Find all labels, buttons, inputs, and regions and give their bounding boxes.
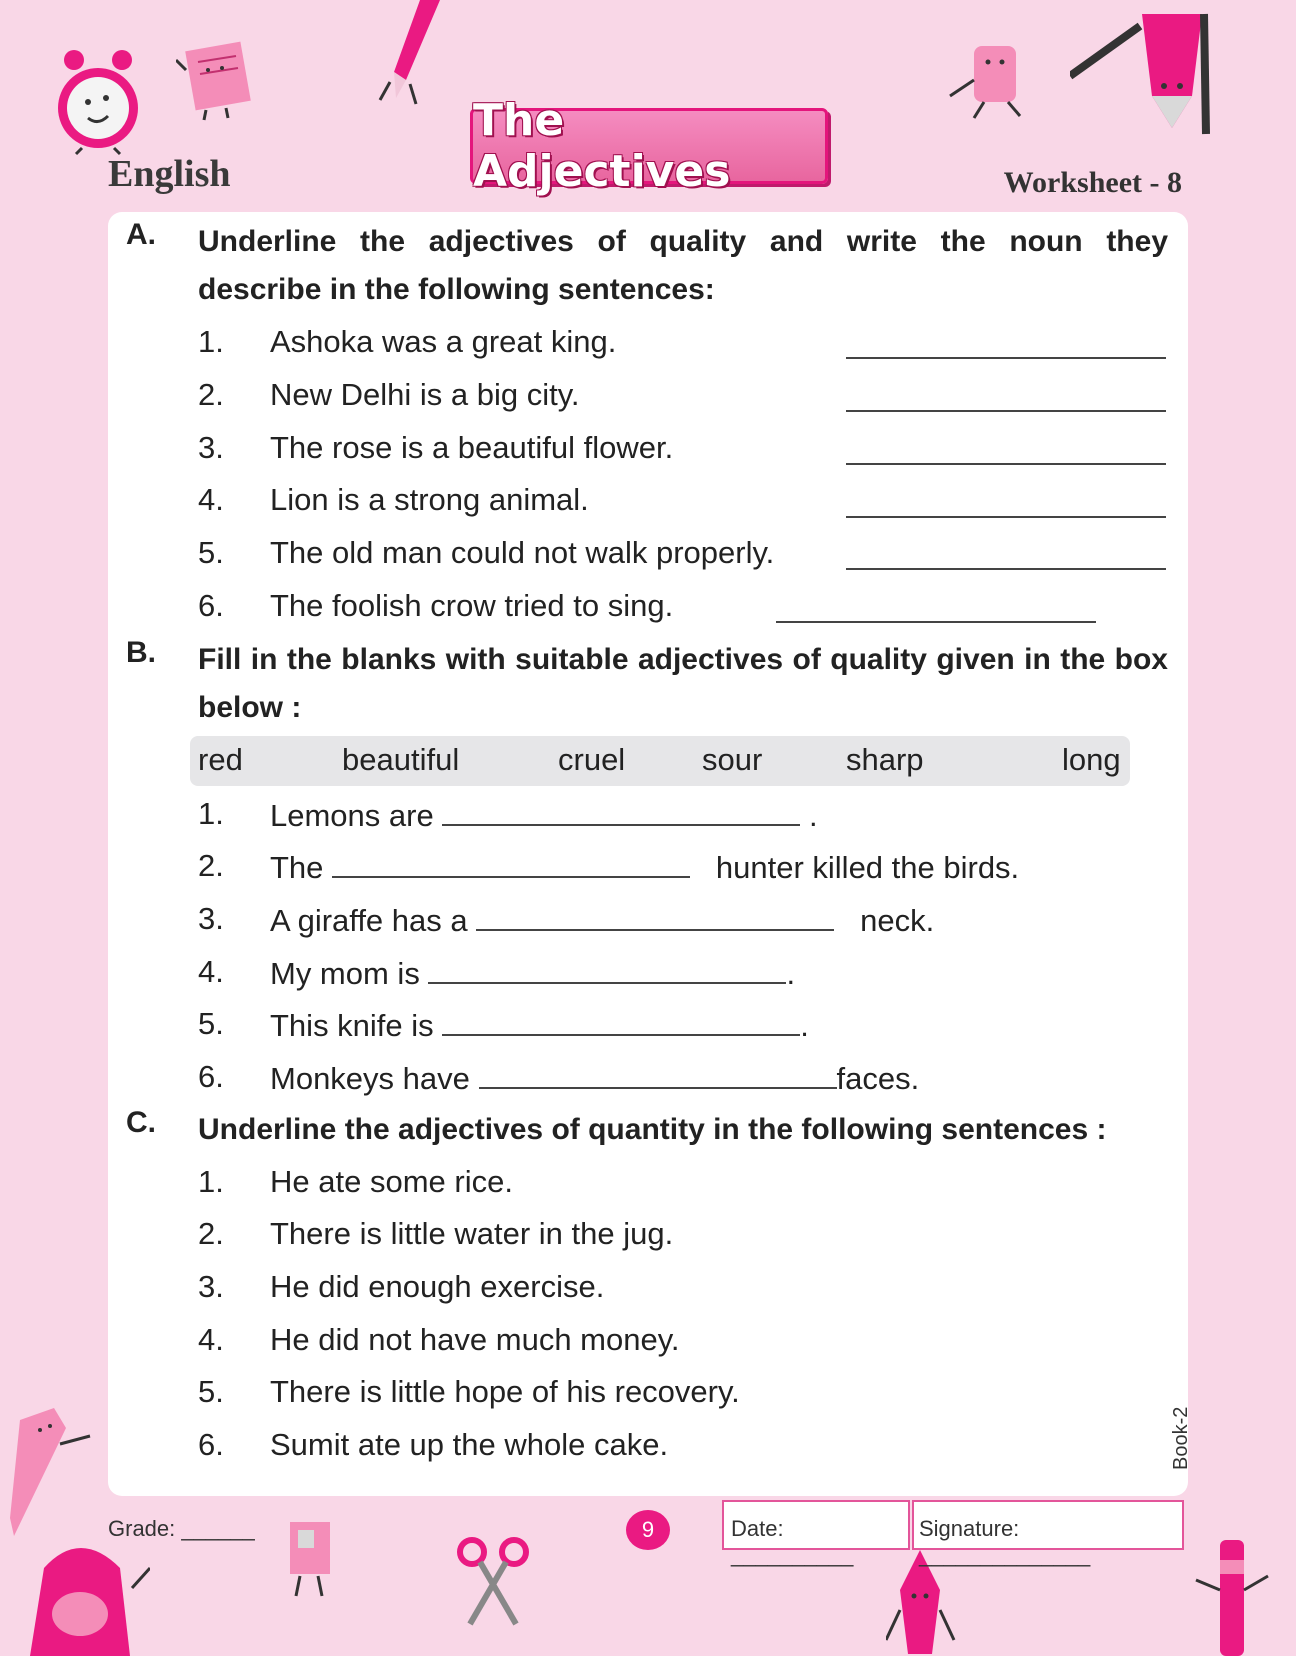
- answer-blank[interactable]: [476, 899, 834, 931]
- subject-label: English: [108, 153, 231, 195]
- answer-blank[interactable]: [846, 568, 1166, 570]
- answer-blank[interactable]: [479, 1057, 837, 1089]
- item-text-end: neck.: [860, 903, 935, 938]
- answer-blank[interactable]: [776, 621, 1096, 623]
- worksheet-label: Worksheet - 8: [1003, 166, 1182, 199]
- pen-character-icon: [1192, 1540, 1272, 1656]
- item-number: 4.: [198, 482, 224, 517]
- item-number: 1.: [198, 324, 224, 359]
- item-text: Lion is a strong animal.: [270, 482, 589, 517]
- answer-blank[interactable]: [846, 516, 1166, 518]
- date-field: Date: __________: [731, 1516, 854, 1567]
- item-text-end: .: [800, 1008, 809, 1043]
- item-number: 5.: [198, 535, 224, 570]
- item-text-end: hunter killed the birds.: [715, 850, 1020, 885]
- answer-blank[interactable]: [442, 794, 800, 826]
- item-text: The old man could not walk properly.: [270, 535, 775, 570]
- item-text: Ashoka was a great king.: [270, 324, 617, 359]
- item-number: 2.: [198, 848, 224, 883]
- date-box[interactable]: [722, 1500, 910, 1567]
- answer-blank[interactable]: [332, 846, 690, 878]
- item-text: My mom is: [270, 956, 420, 991]
- word-option: sour: [702, 742, 763, 777]
- book-label: Book-2: [1170, 1406, 1192, 1470]
- section-a-instruction-2: describe in the following sentences:: [198, 273, 715, 306]
- item-text: There is little hope of his recovery.: [270, 1374, 740, 1409]
- section-letter: A.: [126, 218, 156, 251]
- word-option: long: [1062, 742, 1121, 777]
- section-b-instruction: Fill in the blanks with suitable adjectives of quality given in the box: [198, 643, 1168, 676]
- item-number: 2.: [198, 377, 224, 412]
- item-text: Lemons are: [270, 798, 434, 833]
- item-text: He ate some rice.: [270, 1164, 513, 1199]
- answer-blank[interactable]: [428, 952, 786, 984]
- item-text: New Delhi is a big city.: [270, 377, 580, 412]
- word-box: [190, 736, 1130, 786]
- signature-field: Signature: ______________: [919, 1516, 1091, 1567]
- answer-blank[interactable]: [442, 1004, 800, 1036]
- item-text: Sumit ate up the whole cake.: [270, 1427, 669, 1462]
- item-number: 3.: [198, 901, 224, 936]
- item-text: This knife is: [270, 1008, 434, 1043]
- word-option: sharp: [846, 742, 924, 777]
- item-number: 6.: [198, 1427, 224, 1462]
- sharpener-icon: [282, 1518, 344, 1598]
- section-c-instruction: Underline the adjectives of quantity in the following sentences :: [198, 1113, 1107, 1146]
- title-banner: [470, 95, 828, 197]
- section-b-instruction-2: below :: [198, 691, 302, 724]
- item-text: The foolish crow tried to sing.: [270, 588, 674, 623]
- item-number: 5.: [198, 1006, 224, 1041]
- pencil-character-icon: [1070, 6, 1220, 136]
- item-text: Monkeys have: [270, 1061, 470, 1096]
- page-number: 9: [626, 1510, 670, 1550]
- item-text-end: .: [800, 798, 818, 833]
- item-text: The rose is a beautiful flower.: [270, 430, 674, 465]
- answer-blank[interactable]: [846, 463, 1166, 465]
- section-a-instruction: Underline the adjectives of quality and write the noun they: [198, 225, 1168, 258]
- word-option: beautiful: [342, 742, 460, 777]
- item-number: 3.: [198, 1269, 224, 1304]
- item-number: 2.: [198, 1216, 224, 1251]
- item-number: 5.: [198, 1374, 224, 1409]
- item-text: The: [270, 850, 324, 885]
- item-number: 1.: [198, 1164, 224, 1199]
- notepad-icon: [176, 40, 260, 122]
- item-number: 6.: [198, 1059, 224, 1094]
- item-text-end: faces.: [836, 1061, 920, 1096]
- answer-blank[interactable]: [846, 410, 1166, 412]
- ruler-character-icon: [10, 1408, 94, 1536]
- item-text: He did enough exercise.: [270, 1269, 605, 1304]
- item-text-end: .: [786, 956, 796, 991]
- item-text: There is little water in the jug.: [270, 1216, 674, 1251]
- signature-box[interactable]: [912, 1500, 1184, 1567]
- item-number: 6.: [198, 588, 224, 623]
- answer-blank[interactable]: [846, 357, 1166, 359]
- section-letter: B.: [126, 636, 156, 669]
- page-title: The Adjectives: [473, 95, 731, 197]
- grade-field[interactable]: Grade: ______: [108, 1516, 255, 1541]
- item-number: 4.: [198, 1322, 224, 1357]
- item-text: A giraffe has a: [270, 903, 468, 938]
- item-number: 4.: [198, 954, 224, 989]
- item-number: 3.: [198, 430, 224, 465]
- section-letter: C.: [126, 1106, 156, 1139]
- alarm-clock-icon: [52, 46, 144, 156]
- scissors-icon: [456, 1534, 532, 1628]
- word-option: cruel: [558, 742, 626, 777]
- bag-character-icon: [20, 1528, 150, 1656]
- eraser-icon: [944, 40, 1044, 120]
- pencil-icon: [376, 0, 446, 110]
- item-number: 1.: [198, 796, 224, 831]
- item-text: He did not have much money.: [270, 1322, 680, 1357]
- word-option: red: [198, 742, 243, 777]
